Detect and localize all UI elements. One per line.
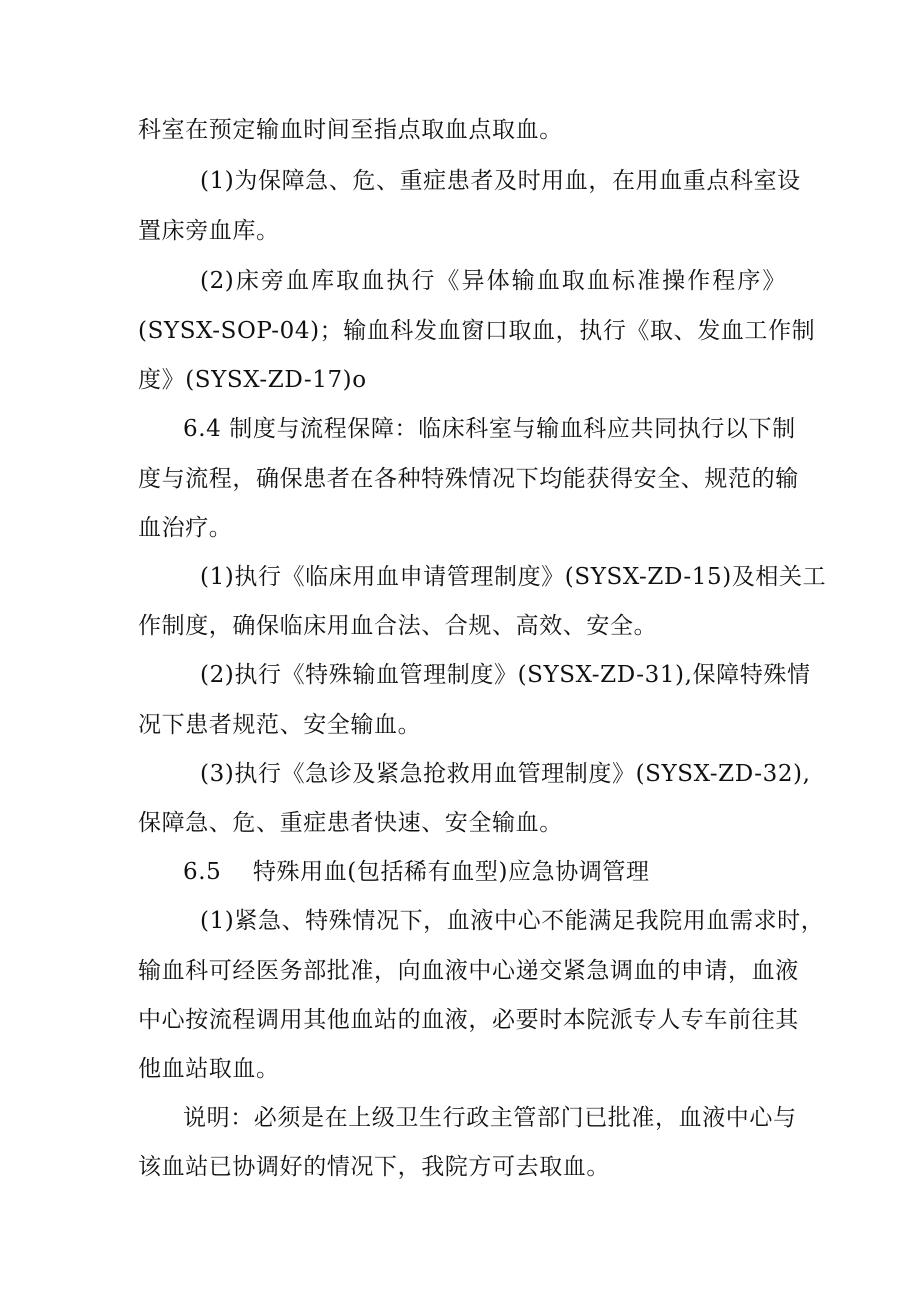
text-line: 况下患者规范、安全输血。 (138, 712, 422, 738)
text-line: 度》(SYSX-ZD-17)o (138, 367, 367, 393)
text-line: 他血站取血。 (138, 1056, 280, 1082)
text-line: 血治疗。 (138, 515, 233, 541)
note-line: 该血站已协调好的情况下，我院方可去取血。 (138, 1154, 610, 1180)
section-heading: 6.4 制度与流程保障：临床科室与输血科应共同执行以下制 (183, 416, 796, 442)
text-line: (1)紧急、特殊情况下，血液中心不能满足我院用血需求时， (200, 908, 825, 934)
text-line: (SYSX-SOP-04)；输血科发血窗口取血，执行《取、发血工作制 (138, 318, 816, 344)
text-line: 保障急、危、重症患者快速、安全输血。 (138, 810, 563, 836)
text-line: 作制度，确保临床用血合法、合规、高效、安全。 (138, 613, 658, 639)
text-line: (1)为保障急、危、重症患者及时用血，在用血重点科室设 (200, 168, 801, 194)
text-line: 中心按流程调用其他血站的血液，必要时本院派专人专车前往其 (138, 1007, 799, 1033)
text-line: (2)执行《特殊输血管理制度》(SYSX-ZD-31),保障特殊情 (200, 662, 811, 688)
text-line: (1)执行《临床用血申请管理制度》(SYSX-ZD-15)及相关工 (200, 564, 827, 590)
note-line: 说明：必须是在上级卫生行政主管部门已批准，血液中心与 (183, 1105, 797, 1131)
text-line: (3)执行《急诊及紧急抢救用血管理制度》(SYSX-ZD-32), (200, 761, 811, 787)
text-line: (2)床旁血库取血执行《异体输血取血标准操作程序》 (200, 268, 786, 294)
section-heading: 6.5 特殊用血(包括稀有血型)应急协调管理 (183, 859, 650, 885)
text-line: 度与流程，确保患者在各种特殊情况下均能获得安全、规范的输 (138, 466, 799, 492)
text-line: 科室在预定输血时间至指点取血点取血。 (138, 117, 563, 143)
text-line: 输血科可经医务部批准，向血液中心递交紧急调血的申请，血液 (138, 958, 799, 984)
text-line: 置床旁血库。 (138, 218, 280, 244)
